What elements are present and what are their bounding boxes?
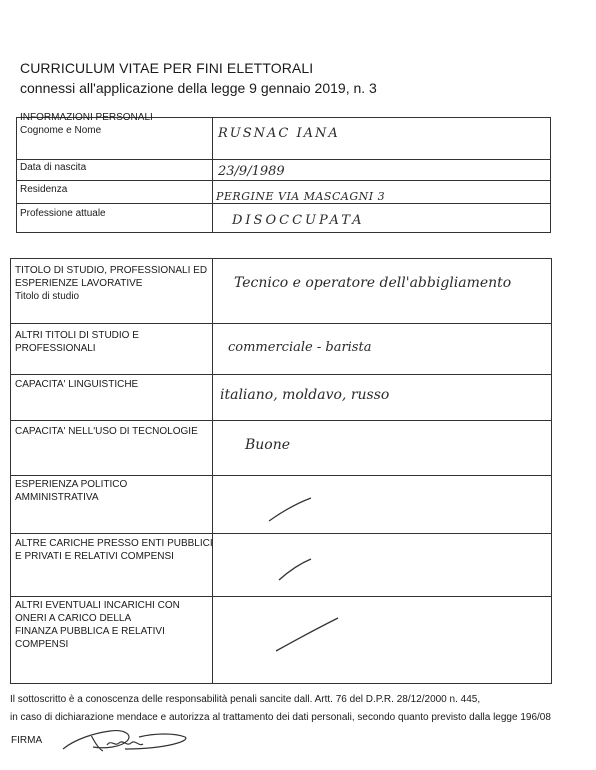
languages-value: italiano, moldavo, russo <box>220 387 390 403</box>
residence-value: PERGINE VIA MASCAGNI 3 <box>216 190 386 203</box>
declaration-line-1: Il sottoscritto è a conoscenza delle responsabilità penali sancite dall. Artt. 76 del D.P.R. 28/12/2000 n. 445, <box>10 694 481 705</box>
birth-date-label: Data di nascita <box>20 162 87 173</box>
technology-label: CAPACITA' NELL'USO DI TECNOLOGIE <box>15 426 198 437</box>
technology-value: Buone <box>245 437 291 453</box>
blank-slash-mark <box>265 495 315 525</box>
study-title-value: Tecnico e operatore dell'abbigliamento <box>234 275 512 291</box>
document-subtitle: connessi all'applicazione della legge 9 gennaio 2019, n. 3 <box>20 80 377 96</box>
other-studies-label-2: PROFESSIONALI <box>15 343 96 354</box>
birth-date-value: 23/9/1989 <box>218 164 285 179</box>
signature-label: FIRMA <box>11 735 43 746</box>
public-charges-label-1: ALTRE CARICHE PRESSO ENTI PUBBLICI <box>15 538 213 549</box>
blank-slash-mark <box>272 615 342 655</box>
profession-value: DISOCCUPATA <box>232 213 365 228</box>
study-title-label-3: Titolo di studio <box>15 291 80 302</box>
personal-section-label: INFORMAZIONI PERSONALI <box>20 112 153 123</box>
document-title: CURRICULUM VITAE PER FINI ELETTORALI <box>20 60 314 76</box>
residence-label: Residenza <box>20 184 68 195</box>
study-title-label-1: TITOLO DI STUDIO, PROFESSIONALI ED <box>15 265 208 276</box>
handwritten-signature <box>55 725 195 760</box>
languages-label: CAPACITA' LINGUISTICHE <box>15 379 139 390</box>
other-studies-label-1: ALTRI TITOLI DI STUDIO E <box>15 330 139 341</box>
study-title-label-2: ESPERIENZE LAVORATIVE <box>15 278 143 289</box>
name-value: RUSNAC IANA <box>218 126 340 141</box>
political-experience-label-1: ESPERIENZA POLITICO <box>15 479 128 490</box>
name-label: Cognome e Nome <box>20 125 102 136</box>
other-tasks-label-2: ONERI A CARICO DELLA <box>15 613 132 624</box>
profession-label: Professione attuale <box>20 208 106 219</box>
other-studies-value: commerciale - barista <box>228 340 372 355</box>
other-tasks-label-4: COMPENSI <box>15 639 69 650</box>
blank-slash-mark <box>275 555 315 585</box>
other-tasks-label-3: FINANZA PUBBLICA E RELATIVI <box>15 626 165 637</box>
declaration-line-2: in caso di dichiarazione mendace e autorizza al trattamento dei dati personali, secondo quanto previsto dalla legge 196/08 <box>10 712 551 723</box>
public-charges-label-2: E PRIVATI E RELATIVI COMPENSI <box>15 551 174 562</box>
other-tasks-label-1: ALTRI EVENTUALI INCARICHI CON <box>15 600 180 611</box>
political-experience-label-2: AMMINISTRATIVA <box>15 492 99 503</box>
